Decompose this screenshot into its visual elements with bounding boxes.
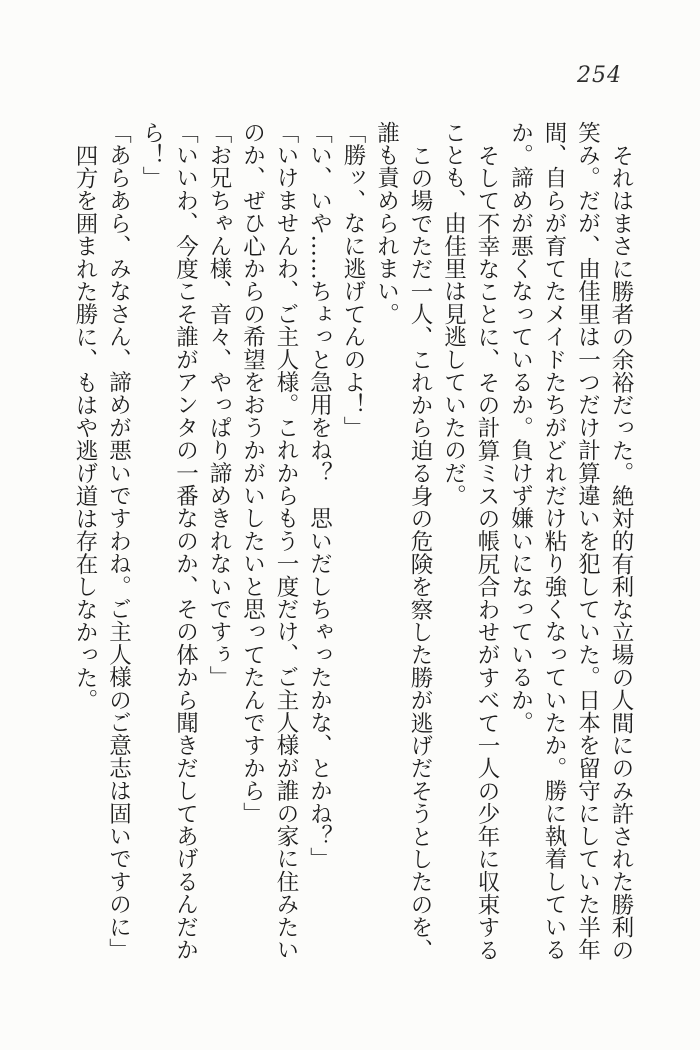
paragraph: それはまさに勝者の余裕だった。絶対的有利な立場の人間にのみ許された勝利の笑み。だが、由佳里は一つだけ計算違いを犯していた。日本を留守にしていた半年間、自らが育てたメイドたちがどれだけ粘り強くなっていたか。勝に執着しているか。諦めが悪くなっているか。負けず嫌いになっているか。: [507, 121, 634, 961]
paragraph: 「いいわ、今度こそ誰がアンタの一番なのか、その体から聞きだしてあげるんだから！」: [139, 121, 199, 961]
paragraph: そして不幸なことに、その計算ミスの帳尻合わせがすべて一人の少年に収束することも、由佳里は見逃していたのだ。: [440, 121, 500, 961]
paragraph: 「い、いや……ちょっと急用をね？ 思いだしちゃったかな、とかね？」: [306, 121, 333, 871]
text-block: [67, 121, 637, 979]
paragraph: 「あらあら、みなさん、諦めが悪いですわね。ご主人様のご意志は固いですのに」: [105, 121, 132, 961]
page-number: 254: [577, 63, 622, 88]
paragraph: 四方を囲まれた勝に、もはや逃げ道は存在しなかった。: [72, 143, 98, 711]
paragraph: 「勝ッ、なに逃げてんのよ！」: [340, 121, 366, 439]
paragraph: 「いけませんわ、ご主人様。これからもう一度だけ、ご主人様が誰の家に住みたいのか、ぜひ心からの希望をおうかがいしたいと思ってたんですから」: [239, 121, 299, 961]
paragraph: この場でただ一人、これから迫る身の危険を察した勝が逃げだそうとしたのを、誰も責められまい。: [373, 121, 433, 961]
paragraph: 「お兄ちゃん様、音々、やっぱり諦めきれないですぅ」: [206, 121, 232, 689]
